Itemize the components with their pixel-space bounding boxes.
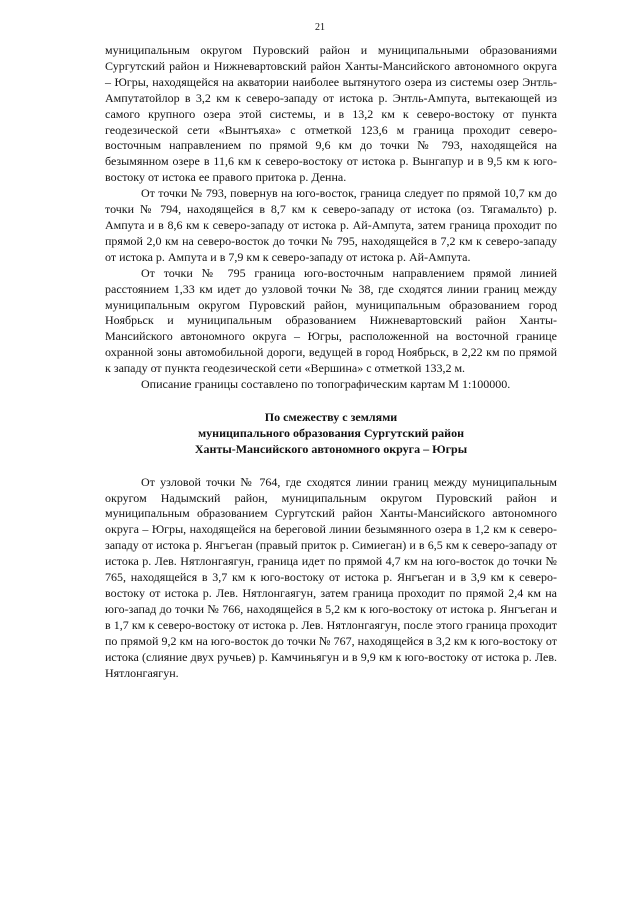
page-number: 21	[315, 22, 325, 33]
section-gap	[105, 393, 557, 410]
section-heading-line-2: муниципального образования Сургутский район	[197, 425, 465, 440]
section-heading-line-3: Ханты-Мансийского автономного округа – Югры	[194, 441, 468, 456]
section-heading-line-1: По смежеству с землями	[264, 409, 398, 424]
section-heading	[105, 410, 557, 458]
paragraph-continuation: муниципальным округом Пуровский район и муниципальными образованиями Сургутский район и Нижневартовский район Ханты-Мансийского автономного округа – Югры, находящейся на акватории наиболее вытянутого озера из системы озер Энтль-Ампутатойлор в 3,2 км к северо-западу от истока р. Энтль-Ампута, вытекающей из самого крупного озера этой системы, и в 13,2 км к северо-востоку от пункта геодезической сети «Вынтъяха» с отметкой 123,6 м граница проходит северо-восточным направлением по прямой 9,6 км до точки № 793, находящейся на безымянном озере в 11,6 км к северо-востоку от истока р. Вынгапур и в 9,5 км к юго-востоку от истока ее правого притока р. Денна.	[105, 43, 557, 185]
paragraph-map-scale-note: Описание границы составлено по топографическим картам М 1:100000.	[141, 377, 511, 392]
paragraph-point-795: От точки № 795 граница юго-восточным направлением прямой линией расстоянием 1,33 км идет до узловой точки № 38, где сходятся линии границ между муниципальным округом Пуровский район, муниципальным образованием город Ноябрьск и муниципальным образованием Нижневартовский район Ханты-Мансийского автономного округа – Югры, расположенной на восточной границе охранной зоны автомобильной дороги, ведущей в город Ноябрьск, в 2,22 км по прямой к западу от пункта геодезической сети «Вершина» с отметкой 133,2 м.	[105, 265, 557, 376]
section-gap	[105, 458, 557, 475]
document-body	[105, 43, 557, 681]
paragraph-point-764: От узловой точки № 764, где сходятся линии границ между муниципальным округом Надымский район, муниципальным округом Пуровский район и муниципальным образованием Сургутский район Ханты-Мансийского автономного округа – Югры, находящейся на береговой линии безымянного озера в 1,2 км к северо-западу от истока р. Янгъеган (правый приток р. Симиеган) и в 6,5 км к северо-западу от истока р. Лев. Нятлонгаягун, граница идет по прямой 4,7 км на юго-восток до точки № 765, находящейся в 3,7 км к юго-востоку от истока р. Янгъеган и в 3,9 км к северо-востоку от истока р. Лев. Нятлонгаягун, затем граница проходит по прямой 2,4 км на юго-запад до точки № 766, находящейся в 5,2 км к юго-востоку от истока р. Янгъеган и в 1,7 км к северо-востоку от истока р. Лев. Нятлонгаягун, после этого граница проходит по прямой 9,2 км на юго-восток до точки № 767, находящейся в 3,2 км к юго-востоку от истока (слияние двух ручьев) р. Камчиньягун и в 9,9 км к юго-востоку от истока р. Лев. Нятлонгаягун.	[105, 474, 557, 680]
paragraph-point-793: От точки № 793, повернув на юго-восток, граница следует по прямой 10,7 км до точки № 794, находящейся в 8,7 км к северо-западу от истока (оз. Тягамальто) р. Ампута и в 8,6 км к северо-западу от истока р. Ай-Ампута, затем граница проходит по прямой 2,0 км на северо-восток до точки № 795, находящейся в 7,2 км к северо-западу от истока р. Ампута и в 7,9 км к северо-западу от истока р. Ай-Ампута.	[105, 186, 557, 264]
